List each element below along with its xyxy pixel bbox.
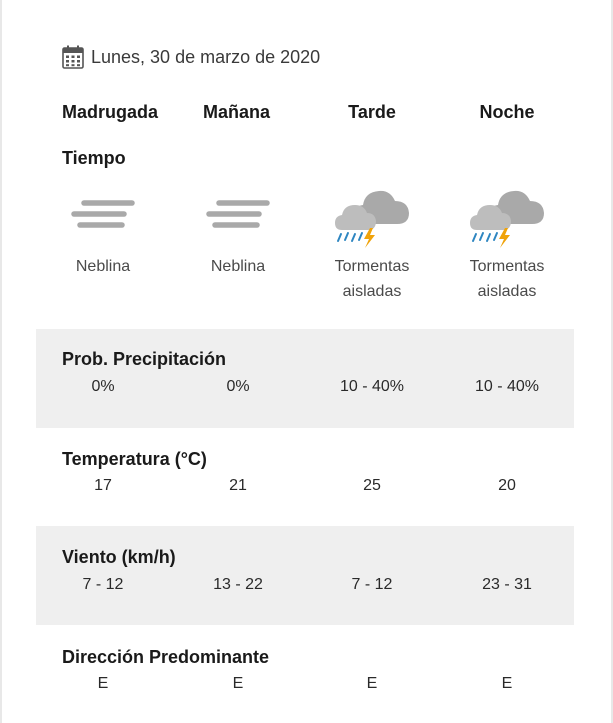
wind-value: 7 - 12: [82, 576, 124, 593]
period-header-tarde: Tarde: [348, 102, 396, 122]
period-header-noche: Noche: [479, 102, 535, 122]
weather-description-line: Neblina: [75, 258, 131, 275]
temperature-value: 17: [94, 477, 112, 494]
temperature-value: 20: [498, 477, 516, 494]
weather-description: [440, 254, 574, 304]
wind-title: Viento (km/h): [62, 547, 176, 567]
weather-icon-cell: [36, 180, 170, 250]
date-text: Lunes, 30 de marzo de 2020: [91, 46, 321, 67]
direction-value: E: [501, 675, 513, 692]
temperature-value: 21: [229, 477, 247, 494]
precipitation-value: 10 - 40%: [474, 378, 540, 395]
weather-icon-cell: [440, 180, 574, 250]
weather-icon-cell: [171, 180, 305, 250]
precipitation-value: 0%: [91, 378, 115, 395]
weather-icon-cell: [305, 180, 439, 250]
frame-left-border: [0, 0, 2, 723]
storm-icon: [467, 182, 547, 248]
weather-description-line: Tormentas: [469, 258, 545, 275]
weather-description: [36, 254, 170, 279]
period-header-manana: Mañana: [203, 102, 271, 122]
weather-description: [305, 254, 439, 304]
calendar-icon: [62, 45, 84, 69]
precipitation-value: 10 - 40%: [339, 378, 405, 395]
temperature-title: Temperatura (°C): [62, 449, 207, 469]
weather-section-title: Tiempo: [62, 148, 126, 168]
direction-value: E: [366, 675, 378, 692]
precipitation-title: Prob. Precipitación: [62, 349, 227, 369]
precipitation-value: 0%: [226, 378, 250, 395]
date-row: [62, 44, 320, 70]
weather-description-line: Tormentas: [334, 258, 410, 275]
fog-icon: [68, 195, 138, 235]
temperature-value: 25: [363, 477, 381, 494]
storm-icon: [332, 182, 412, 248]
wind-value: 13 - 22: [213, 576, 263, 593]
direction-value: E: [97, 675, 109, 692]
fog-icon: [203, 195, 273, 235]
wind-value: 23 - 31: [482, 576, 532, 593]
wind-value: 7 - 12: [351, 576, 393, 593]
weather-description-line: aisladas: [342, 283, 402, 300]
direction-value: E: [232, 675, 244, 692]
weather-description-line: Neblina: [210, 258, 266, 275]
weather-description: [171, 254, 305, 279]
weather-description-line: aisladas: [477, 283, 537, 300]
direction-title: Dirección Predominante: [62, 647, 270, 667]
period-header-madrugada: Madrugada: [62, 102, 159, 122]
